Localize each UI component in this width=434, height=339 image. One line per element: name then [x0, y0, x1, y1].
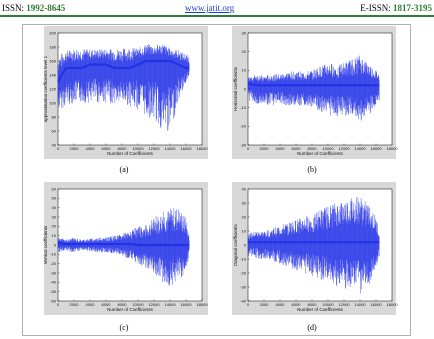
- y-tick-label: -60: [50, 298, 56, 304]
- x-tick-label: 18000: [386, 302, 398, 307]
- x-tick-label: 8000: [307, 146, 317, 151]
- y-tick-label: 30: [241, 30, 246, 36]
- x-tick-label: 10000: [322, 146, 334, 151]
- eissn-value: 1817-3195: [393, 3, 432, 13]
- x-tick-label: 16000: [370, 302, 382, 307]
- y-tick-label: 60: [51, 128, 56, 134]
- website-link[interactable]: www.jatit.org: [185, 3, 235, 13]
- y-tick-label: -40: [240, 298, 246, 304]
- x-tick-label: 18000: [196, 302, 208, 307]
- y-tick-label: 30: [241, 200, 246, 206]
- x-tick-label: 14000: [164, 302, 176, 307]
- x-tick-label: 2000: [69, 302, 79, 307]
- y-tick-label: 40: [51, 205, 56, 211]
- y-tick-label: -50: [50, 289, 56, 295]
- y-axis-label: approximation coefficients level 1: [43, 55, 48, 123]
- y-tick-label: 10: [51, 233, 56, 239]
- x-tick-label: 16000: [370, 146, 382, 151]
- panel-caption: (c): [119, 323, 129, 332]
- y-tick-label: -30: [240, 142, 246, 148]
- x-tick-label: 8000: [117, 146, 127, 151]
- y-tick-label: 10: [241, 228, 246, 234]
- y-tick-label: 160: [49, 58, 56, 64]
- panel-caption: (a): [119, 165, 129, 174]
- y-tick-label: 20: [241, 49, 246, 55]
- x-tick-label: 12000: [338, 302, 350, 307]
- y-axis-label: Vertical coefficients: [43, 225, 48, 265]
- y-tick-label: -10: [240, 256, 246, 262]
- x-tick-label: 16000: [180, 146, 192, 151]
- y-tick-label: -20: [50, 261, 56, 267]
- x-tick-label: 12000: [338, 146, 350, 151]
- x-tick-label: 4000: [275, 146, 285, 151]
- y-tick-label: -20: [240, 270, 246, 276]
- x-tick-label: 0: [246, 302, 250, 307]
- y-tick-label: -40: [50, 279, 56, 285]
- x-tick-label: 0: [56, 146, 60, 151]
- x-axis-label: Number of Coefficients: [297, 151, 343, 156]
- x-tick-label: 6000: [101, 302, 111, 307]
- y-tick-label: 0: [243, 242, 246, 248]
- y-axis-label: Horizontal coefficients: [233, 67, 238, 111]
- x-tick-label: 2000: [259, 146, 269, 151]
- y-tick-label: 0: [243, 86, 246, 92]
- y-tick-label: 140: [49, 72, 56, 78]
- panel-caption: (b): [307, 165, 317, 174]
- y-tick-label: -10: [240, 105, 246, 111]
- y-tick-label: 80: [51, 114, 56, 120]
- issn-label: ISSN:: [2, 3, 27, 13]
- x-tick-label: 10000: [132, 302, 144, 307]
- y-tick-label: 40: [241, 186, 246, 192]
- y-tick-label: 20: [241, 214, 246, 220]
- issn-value: 1992-8645: [26, 3, 66, 13]
- y-tick-label: -10: [50, 251, 56, 257]
- x-axis-label: Number of Coefficients: [107, 307, 153, 312]
- y-tick-label: 0: [53, 242, 56, 248]
- panel-caption: (d): [307, 323, 317, 332]
- x-axis-label: Number of Coefficients: [297, 307, 343, 312]
- x-tick-label: 6000: [291, 302, 301, 307]
- chart-panel-3: [43, 182, 208, 332]
- y-tick-label: 120: [49, 86, 56, 92]
- y-tick-label: 200: [49, 30, 56, 36]
- x-tick-label: 16000: [180, 302, 192, 307]
- x-tick-label: 18000: [386, 146, 398, 151]
- y-tick-label: 20: [51, 223, 56, 229]
- y-tick-label: 50: [51, 195, 56, 201]
- x-tick-label: 10000: [132, 146, 144, 151]
- x-tick-label: 12000: [148, 302, 160, 307]
- y-tick-label: 10: [241, 67, 246, 73]
- eissn-label: E-ISSN:: [360, 3, 393, 13]
- x-tick-label: 4000: [85, 302, 95, 307]
- y-tick-label: 60: [51, 186, 56, 192]
- x-tick-label: 0: [246, 146, 250, 151]
- y-tick-label: 180: [49, 44, 56, 50]
- x-tick-label: 6000: [101, 146, 111, 151]
- x-tick-label: 4000: [85, 146, 95, 151]
- x-tick-label: 14000: [354, 146, 366, 151]
- y-tick-label: 40: [51, 142, 56, 148]
- x-tick-label: 0: [56, 302, 60, 307]
- x-tick-label: 10000: [322, 302, 334, 307]
- y-tick-label: -30: [240, 284, 246, 290]
- x-tick-label: 12000: [148, 146, 160, 151]
- x-axis-label: Number of Coefficients: [107, 151, 153, 156]
- chart-panel-1: [43, 26, 208, 174]
- chart-panel-2: [232, 26, 398, 174]
- x-tick-label: 18000: [196, 146, 208, 151]
- x-tick-label: 8000: [307, 302, 317, 307]
- y-tick-label: 30: [51, 214, 56, 220]
- chart-panel-4: [232, 182, 398, 332]
- x-tick-label: 4000: [275, 302, 285, 307]
- y-tick-label: -30: [50, 270, 56, 276]
- x-tick-label: 2000: [259, 302, 269, 307]
- y-tick-label: 100: [49, 100, 56, 106]
- x-tick-label: 14000: [354, 302, 366, 307]
- y-tick-label: -20: [240, 123, 246, 129]
- y-axis-label: Diagonal coefficients: [233, 224, 238, 266]
- x-tick-label: 6000: [291, 146, 301, 151]
- x-tick-label: 8000: [117, 302, 127, 307]
- x-tick-label: 14000: [164, 146, 176, 151]
- x-tick-label: 2000: [69, 146, 79, 151]
